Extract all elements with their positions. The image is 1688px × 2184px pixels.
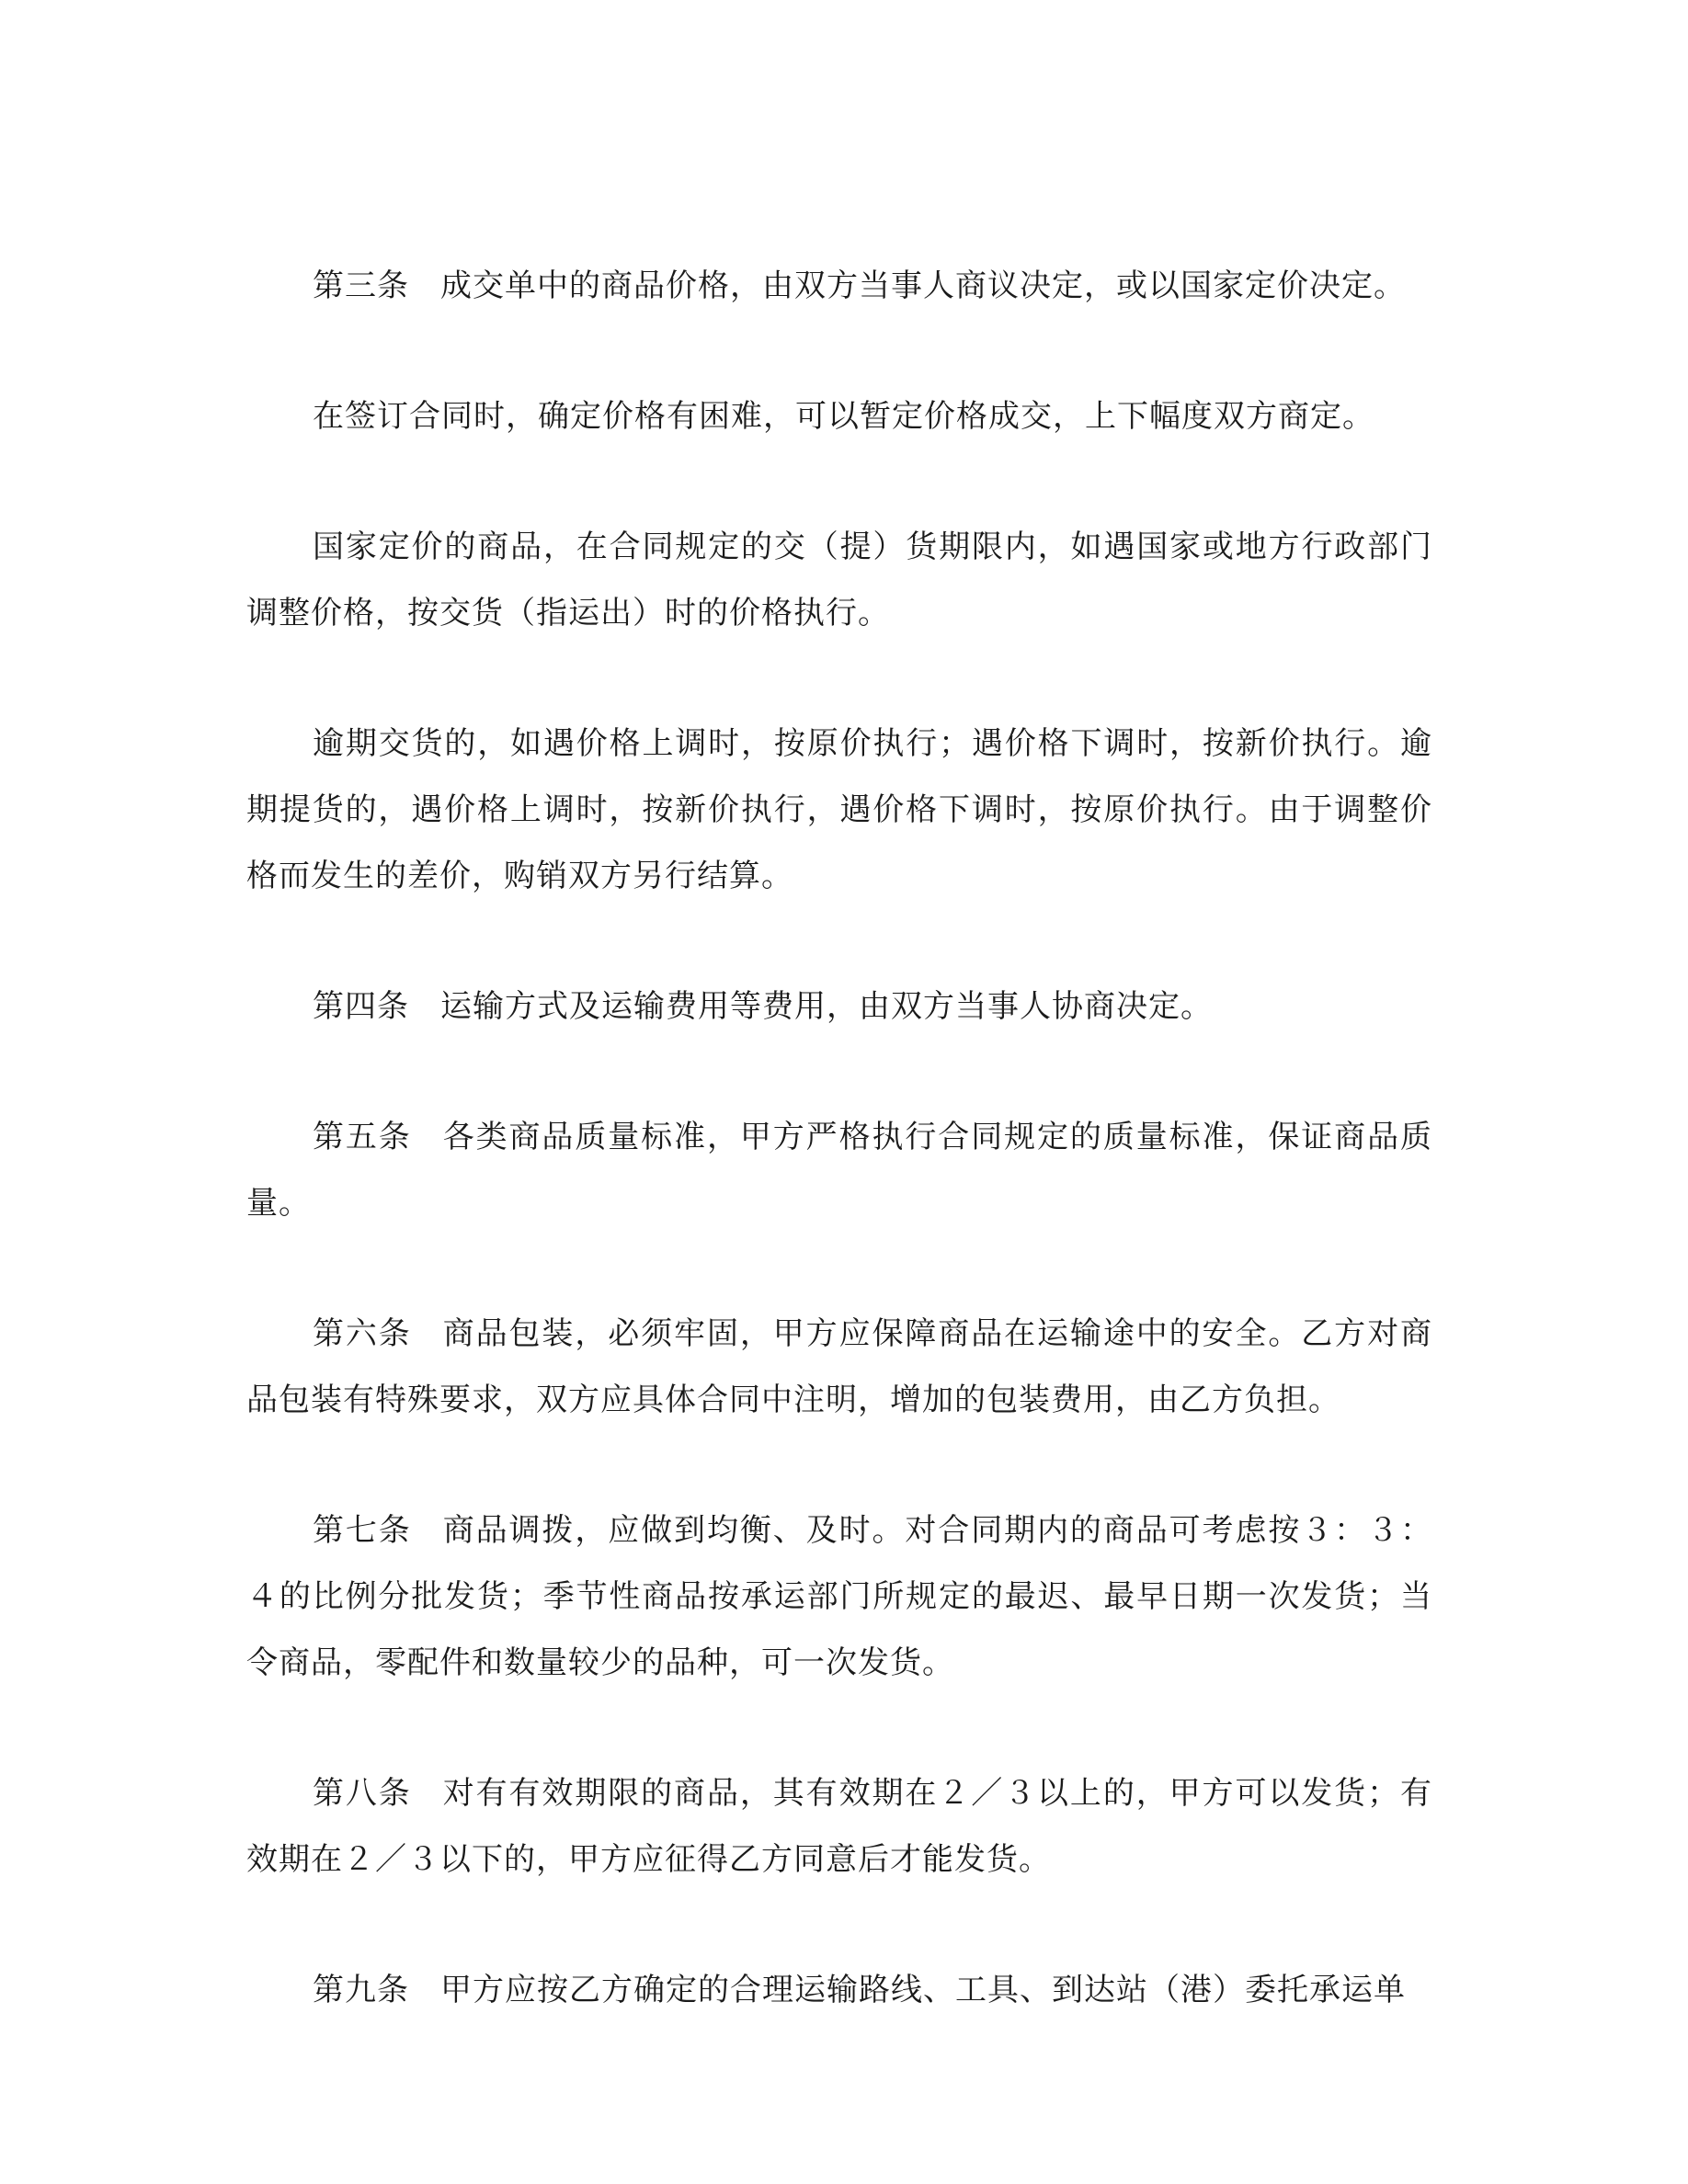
- article-heading: 第六条: [313, 1315, 412, 1352]
- article-text: 对有有效期限的商品，其有效期在２／３以上的，甲方可以发货；有效期在２／３以下的，甲方应征得乙方同意后才能发货。: [246, 1775, 1432, 1878]
- paragraph-text: 在签订合同时，确定价格有困难，可以暂定价格成交，上下幅度双方商定。: [313, 398, 1374, 435]
- paragraph-text: 逾期交货的，如遇价格上调时，按原价执行；遇价格下调时，按新价执行。逾期提货的，遇价格上调时，按新价执行，遇价格下调时，按原价执行。由于调整价格而发生的差价，购销双方另行结算。: [246, 725, 1432, 894]
- paragraph-overdue-delivery: [246, 711, 1432, 909]
- article-heading: 第四条: [313, 988, 409, 1025]
- paragraph-article-4: [246, 973, 1432, 1040]
- article-heading: 第七条: [313, 1512, 412, 1549]
- paragraph-provisional-price: [246, 383, 1432, 449]
- paragraph-article-5: [246, 1104, 1432, 1236]
- article-heading: 第三条: [313, 267, 409, 304]
- article-heading: 第九条: [313, 1972, 409, 2008]
- paragraph-article-3: [246, 253, 1432, 319]
- article-heading: 第五条: [313, 1119, 412, 1155]
- article-heading: 第八条: [313, 1775, 412, 1812]
- paragraph-article-8: [246, 1760, 1432, 1893]
- paragraph-state-price: [246, 514, 1432, 646]
- article-text: 各类商品质量标准，甲方严格执行合同规定的质量标准，保证商品质量。: [246, 1119, 1432, 1222]
- paragraph-text: 国家定价的商品，在合同规定的交（提）货期限内，如遇国家或地方行政部门调整价格，按交货（指运出）时的价格执行。: [246, 529, 1432, 631]
- article-text: 成交单中的商品价格，由双方当事人商议决定，或以国家定价决定。: [440, 267, 1406, 304]
- document-page: [246, 253, 1432, 2087]
- article-text: 商品调拨，应做到均衡、及时。对合同期内的商品可考虑按３：３：４的比例分批发货；季节性商品按承运部门所规定的最迟、最早日期一次发货；当令商品，零配件和数量较少的品种，可一次发货。: [246, 1512, 1432, 1681]
- paragraph-article-6: [246, 1301, 1432, 1433]
- article-text: 甲方应按乙方确定的合理运输路线、工具、到达站（港）委托承运单: [440, 1972, 1406, 2008]
- paragraph-article-9: [246, 1957, 1432, 2023]
- article-text: 运输方式及运输费用等费用，由双方当事人协商决定。: [440, 988, 1213, 1025]
- paragraph-article-7: [246, 1497, 1432, 1696]
- article-text: 商品包装，必须牢固，甲方应保障商品在运输途中的安全。乙方对商品包装有特殊要求，双方应具体合同中注明，增加的包装费用，由乙方负担。: [246, 1315, 1432, 1418]
